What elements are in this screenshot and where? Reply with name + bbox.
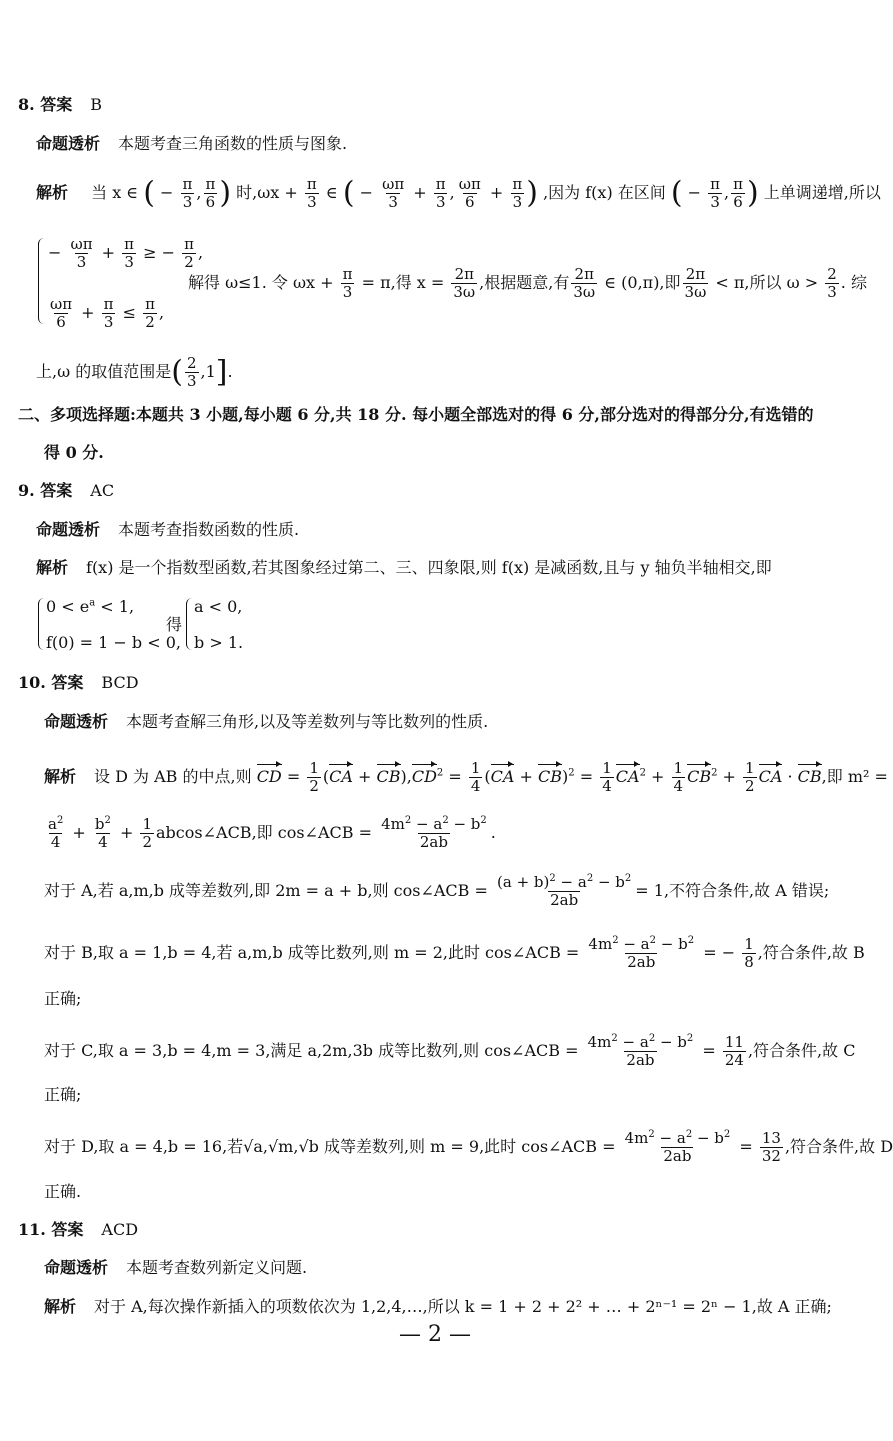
q9-answer-line: 9. 答案 AC [18, 481, 115, 500]
q9-system-brace [38, 598, 45, 650]
q10-solution-line1: 解析 设 D 为 AB 的中点,则 CD = $\frac{1}{2}$ $(CA + CB),CD^2$ = $\frac{1}{4}$ (CA + CB)$^2$ = $\frac{1}{4}$ $CA^2$ + $\frac{1}{4}$ $CB^2$ + $\frac{1}{2}$ CA · CB,即 m² = [44, 759, 888, 795]
q9-solution-line1: 解析 f(x) 是一个指数型函数,若其图象经过第二、三、四象限,则 f(x) 是减函数,且与 y 轴负半轴相交,即 [36, 558, 772, 577]
q10-option-c: 对于 C,取 a = 3,b = 4,m = 3,满足 a,2m,3b 成等比数列,则 cos∠ACB = $\frac{4m^2 - a^2 - b^2}{2ab}$ = $\frac{11}{24}$ ,符合条件,故 C [44, 1033, 856, 1069]
q8-answer: B [90, 95, 103, 114]
q10-answer: BCD [101, 673, 139, 692]
q8-intent-text: 本题考查三角函数的性质与图象. [118, 134, 348, 153]
q8-system-brace [38, 238, 45, 324]
q10-option-b-cont: 正确; [44, 989, 82, 1008]
q8-analysis-intent [36, 133, 347, 155]
q10-analysis-intent: 命题透析 本题考查解三角形,以及等差数列与等比数列的性质. [44, 712, 489, 731]
q9-result-row1: a < 0, [194, 597, 243, 616]
q8-solution-line1: 解析 当 x ∈ ( − $\frac{\pi}{3}$ , $\frac{\pi}{6}$ ) 时,ωx + $\frac{\pi}{3}$ ∈ ( − $\frac{\omega\pi}{3}$ + $\frac{\pi}{3}$ , $\frac{\omega\pi}{6}$ + $\frac{\pi}{3}$ ) ,因为 f(x) 在区间 ( − $\frac{\pi}{3}$ , $\frac{\pi}{6}$ ) 上单调递增,所以 [36, 175, 881, 211]
q9-system-row1: $0 < e^a < 1$, [46, 597, 135, 616]
q9-derive-word: 得 [166, 615, 183, 634]
q10-option-b: 对于 B,取 a = 1,b = 4,若 a,m,b 成等比数列,则 m = 2,此时 cos∠ACB = $\frac{4m^2 - a^2 - b^2}{2ab}$ = − $\frac{1}{8}$ ,符合条件,故 B [44, 935, 865, 971]
q10-answer-line: 10. 答案 BCD [18, 673, 139, 692]
section2-heading: 二、多项选择题:本题共 3 小题,每小题 6 分,共 18 分. 每小题全部选对的得 6 分,部分选对的得部分分,有选错的 [18, 405, 814, 424]
section2-heading-cont: 得 0 分. [44, 443, 104, 462]
q8-answer-line [18, 94, 102, 116]
q10-option-c-cont: 正确; [44, 1085, 82, 1104]
q9-analysis-intent: 命题透析 本题考查指数函数的性质. [36, 520, 300, 539]
q9-result-row2: b > 1. [194, 633, 244, 652]
q10-option-d-cont: 正确. [44, 1182, 82, 1201]
q9-system-row2: f(0) = 1 − b < 0, [46, 633, 182, 652]
q8-system-row2: $\frac{\omega\pi}{6}$ + $\frac{\pi}{3}$ ≤ $\frac{\pi}{2}$ , [50, 295, 165, 331]
q11-solution-line1: 解析 对于 A,每次操作新插入的项数依次为 1,2,4,…,所以 k = 1 + 2 + 2² + … + 2ⁿ⁻¹ = 2ⁿ − 1,故 A 正确; [44, 1297, 832, 1316]
q8-solution-line3: 上,ω 的取值范围是( $\frac{2}{3}$ ,1]. [36, 354, 233, 390]
q11-answer: ACD [101, 1220, 139, 1239]
q8-number: 8. 答案 [18, 95, 73, 114]
q10-option-d: 对于 D,取 a = 4,b = 16,若√a,√m,√b 成等差数列,则 m = 9,此时 cos∠ACB = $\frac{4m^2 - a^2 - b^2}{2ab}$ = $\frac{13}{32}$ ,符合条件,故 D [44, 1129, 893, 1165]
q11-analysis-intent: 命题透析 本题考查数列新定义问题. [44, 1258, 308, 1277]
q8-system-row1: − $\frac{\omega\pi}{3}$ + $\frac{\pi}{3}$ ≥ − $\frac{\pi}{2}$ , [48, 235, 204, 271]
q8-solution-line2: 解得 ω≤1. 令 ωx + $\frac{\pi}{3}$ = π,得 x = $\frac{2\pi}{3\omega}$ ,根据题意,有 $\frac{2\pi}{3\omega}$ ∈ (0,π),即 $\frac{2\pi}{3\omega}$ < π,所以 ω > $\frac{2}{3}$ . 综 [188, 265, 867, 301]
q11-answer-line: 11. 答案 ACD [18, 1220, 139, 1239]
q9-answer: AC [90, 481, 115, 500]
q8-solution-label: 解析 [36, 183, 69, 202]
q10-solution-line2: $\frac{a^2}{4}$ + $\frac{b^2}{4}$ + $\frac{1}{2}$ abcos∠ACB,即 cos∠ACB = $\frac{4m^2 - a^2 - b^2}{2ab}$ . [48, 815, 496, 851]
q10-option-a: 对于 A,若 a,m,b 成等差数列,即 2m = a + b,则 cos∠ACB = $\frac{(a + b)^2 - a^2 - b^2}{2ab}$ = 1,不符合条件,故 A 错误; [44, 873, 830, 909]
page-number: — 2 — [399, 1322, 471, 1347]
q9-result-brace [186, 598, 193, 650]
q8-intent-label: 命题透析 [36, 134, 101, 153]
